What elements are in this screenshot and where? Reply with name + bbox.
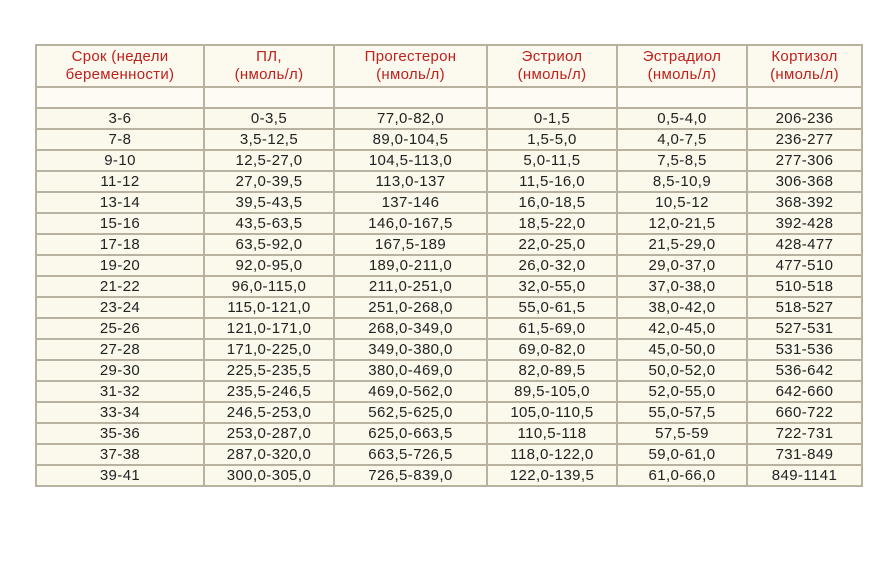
header-line: ПЛ, [256, 48, 282, 65]
cell-progesterone: 211,0-251,0 [334, 276, 487, 297]
table-row [36, 129, 862, 150]
cell-pl: 235,5-246,5 [204, 381, 334, 402]
table-header [36, 45, 862, 87]
cell-pl: 3,5-12,5 [204, 129, 334, 150]
table-body [36, 87, 862, 486]
cell-progesterone: 349,0-380,0 [334, 339, 487, 360]
empty-cell [334, 87, 487, 108]
cell-estradiol: 10,5-12 [617, 192, 747, 213]
cell-gestation-weeks: 15-16 [36, 213, 204, 234]
table-row [36, 192, 862, 213]
header-progesterone [334, 45, 487, 87]
empty-cell [487, 87, 617, 108]
cell-cortisol: 642-660 [747, 381, 862, 402]
header-line: Прогестерон [364, 48, 457, 65]
cell-estradiol: 42,0-45,0 [617, 318, 747, 339]
cell-estradiol: 45,0-50,0 [617, 339, 747, 360]
cell-cortisol: 531-536 [747, 339, 862, 360]
header-line: (нмоль/л) [647, 66, 717, 83]
empty-spacer-row [36, 87, 862, 108]
cell-cortisol: 392-428 [747, 213, 862, 234]
table-row [36, 360, 862, 381]
cell-pl: 171,0-225,0 [204, 339, 334, 360]
cell-estradiol: 61,0-66,0 [617, 465, 747, 486]
cell-cortisol: 277-306 [747, 150, 862, 171]
header-pl [204, 45, 334, 87]
header-line: (нмоль/л) [770, 66, 839, 83]
cell-estradiol: 55,0-57,5 [617, 402, 747, 423]
table-row [36, 465, 862, 486]
cell-estriol: 122,0-139,5 [487, 465, 617, 486]
cell-gestation-weeks: 21-22 [36, 276, 204, 297]
cell-progesterone: 625,0-663,5 [334, 423, 487, 444]
header-line: Эстриол [521, 48, 583, 65]
cell-estriol: 0-1,5 [487, 108, 617, 129]
table-row [36, 213, 862, 234]
table-row [36, 339, 862, 360]
cell-estradiol: 59,0-61,0 [617, 444, 747, 465]
header-cortisol [747, 45, 862, 87]
cell-gestation-weeks: 17-18 [36, 234, 204, 255]
cell-estradiol: 4,0-7,5 [617, 129, 747, 150]
empty-cell [204, 87, 334, 108]
cell-pl: 27,0-39,5 [204, 171, 334, 192]
table-row [36, 276, 862, 297]
cell-pl: 115,0-121,0 [204, 297, 334, 318]
header-line: (нмоль/л) [517, 66, 587, 83]
table-row [36, 255, 862, 276]
cell-estriol: 110,5-118 [487, 423, 617, 444]
cell-gestation-weeks: 31-32 [36, 381, 204, 402]
cell-cortisol: 722-731 [747, 423, 862, 444]
header-row [36, 45, 862, 87]
cell-estriol: 118,0-122,0 [487, 444, 617, 465]
cell-pl: 121,0-171,0 [204, 318, 334, 339]
cell-gestation-weeks: 11-12 [36, 171, 204, 192]
cell-estriol: 55,0-61,5 [487, 297, 617, 318]
cell-cortisol: 731-849 [747, 444, 862, 465]
cell-pl: 96,0-115,0 [204, 276, 334, 297]
cell-estradiol: 29,0-37,0 [617, 255, 747, 276]
cell-gestation-weeks: 37-38 [36, 444, 204, 465]
cell-progesterone: 113,0-137 [334, 171, 487, 192]
cell-estriol: 16,0-18,5 [487, 192, 617, 213]
empty-cell [747, 87, 862, 108]
cell-gestation-weeks: 39-41 [36, 465, 204, 486]
cell-estradiol: 7,5-8,5 [617, 150, 747, 171]
cell-pl: 300,0-305,0 [204, 465, 334, 486]
cell-progesterone: 251,0-268,0 [334, 297, 487, 318]
table-row [36, 444, 862, 465]
cell-gestation-weeks: 19-20 [36, 255, 204, 276]
cell-cortisol: 428-477 [747, 234, 862, 255]
cell-estradiol: 21,5-29,0 [617, 234, 747, 255]
cell-estradiol: 12,0-21,5 [617, 213, 747, 234]
cell-progesterone: 77,0-82,0 [334, 108, 487, 129]
cell-gestation-weeks: 9-10 [36, 150, 204, 171]
cell-estriol: 105,0-110,5 [487, 402, 617, 423]
cell-gestation-weeks: 33-34 [36, 402, 204, 423]
cell-gestation-weeks: 27-28 [36, 339, 204, 360]
cell-cortisol: 536-642 [747, 360, 862, 381]
header-gestation-weeks [36, 45, 204, 87]
cell-progesterone: 167,5-189 [334, 234, 487, 255]
cell-cortisol: 368-392 [747, 192, 862, 213]
cell-progesterone: 663,5-726,5 [334, 444, 487, 465]
cell-estradiol: 38,0-42,0 [617, 297, 747, 318]
cell-estriol: 1,5-5,0 [487, 129, 617, 150]
cell-pl: 225,5-235,5 [204, 360, 334, 381]
empty-cell [617, 87, 747, 108]
cell-cortisol: 477-510 [747, 255, 862, 276]
hormone-reference-table [35, 44, 863, 487]
cell-estradiol: 57,5-59 [617, 423, 747, 444]
cell-estradiol: 50,0-52,0 [617, 360, 747, 381]
cell-cortisol: 306-368 [747, 171, 862, 192]
cell-cortisol: 660-722 [747, 402, 862, 423]
cell-progesterone: 104,5-113,0 [334, 150, 487, 171]
cell-estriol: 32,0-55,0 [487, 276, 617, 297]
header-line: Кортизол [771, 48, 838, 65]
cell-estriol: 61,5-69,0 [487, 318, 617, 339]
cell-estradiol: 37,0-38,0 [617, 276, 747, 297]
cell-pl: 63,5-92,0 [204, 234, 334, 255]
cell-progesterone: 562,5-625,0 [334, 402, 487, 423]
table-row [36, 150, 862, 171]
cell-estriol: 18,5-22,0 [487, 213, 617, 234]
empty-cell [36, 87, 204, 108]
cell-pl: 39,5-43,5 [204, 192, 334, 213]
cell-gestation-weeks: 3-6 [36, 108, 204, 129]
cell-progesterone: 469,0-562,0 [334, 381, 487, 402]
cell-progesterone: 380,0-469,0 [334, 360, 487, 381]
table-row [36, 318, 862, 339]
cell-gestation-weeks: 29-30 [36, 360, 204, 381]
cell-cortisol: 527-531 [747, 318, 862, 339]
header-line: (нмоль/л) [234, 66, 304, 83]
cell-progesterone: 189,0-211,0 [334, 255, 487, 276]
cell-pl: 92,0-95,0 [204, 255, 334, 276]
cell-progesterone: 268,0-349,0 [334, 318, 487, 339]
cell-estriol: 5,0-11,5 [487, 150, 617, 171]
header-estriol [487, 45, 617, 87]
header-line: Срок (недели [71, 48, 169, 65]
cell-progesterone: 726,5-839,0 [334, 465, 487, 486]
header-line: беременности) [65, 66, 175, 83]
cell-gestation-weeks: 13-14 [36, 192, 204, 213]
cell-cortisol: 518-527 [747, 297, 862, 318]
cell-estriol: 69,0-82,0 [487, 339, 617, 360]
cell-pl: 246,5-253,0 [204, 402, 334, 423]
cell-gestation-weeks: 25-26 [36, 318, 204, 339]
cell-estradiol: 0,5-4,0 [617, 108, 747, 129]
cell-estradiol: 8,5-10,9 [617, 171, 747, 192]
cell-cortisol: 206-236 [747, 108, 862, 129]
table-row [36, 381, 862, 402]
cell-pl: 287,0-320,0 [204, 444, 334, 465]
table-row [36, 423, 862, 444]
cell-gestation-weeks: 23-24 [36, 297, 204, 318]
header-line: Эстрадиол [642, 48, 722, 65]
cell-progesterone: 89,0-104,5 [334, 129, 487, 150]
cell-estradiol: 52,0-55,0 [617, 381, 747, 402]
cell-estriol: 82,0-89,5 [487, 360, 617, 381]
cell-progesterone: 137-146 [334, 192, 487, 213]
cell-cortisol: 510-518 [747, 276, 862, 297]
cell-gestation-weeks: 35-36 [36, 423, 204, 444]
cell-estriol: 89,5-105,0 [487, 381, 617, 402]
header-estradiol [617, 45, 747, 87]
cell-gestation-weeks: 7-8 [36, 129, 204, 150]
table-row [36, 402, 862, 423]
cell-estriol: 26,0-32,0 [487, 255, 617, 276]
cell-cortisol: 849-1141 [747, 465, 862, 486]
hormone-reference-table-container [35, 44, 861, 487]
cell-pl: 0-3,5 [204, 108, 334, 129]
table-row [36, 234, 862, 255]
cell-estriol: 22,0-25,0 [487, 234, 617, 255]
cell-pl: 43,5-63,5 [204, 213, 334, 234]
cell-pl: 12,5-27,0 [204, 150, 334, 171]
cell-pl: 253,0-287,0 [204, 423, 334, 444]
cell-estriol: 11,5-16,0 [487, 171, 617, 192]
cell-progesterone: 146,0-167,5 [334, 213, 487, 234]
table-row [36, 171, 862, 192]
table-row [36, 108, 862, 129]
cell-cortisol: 236-277 [747, 129, 862, 150]
table-row [36, 297, 862, 318]
header-line: (нмоль/л) [376, 66, 445, 83]
